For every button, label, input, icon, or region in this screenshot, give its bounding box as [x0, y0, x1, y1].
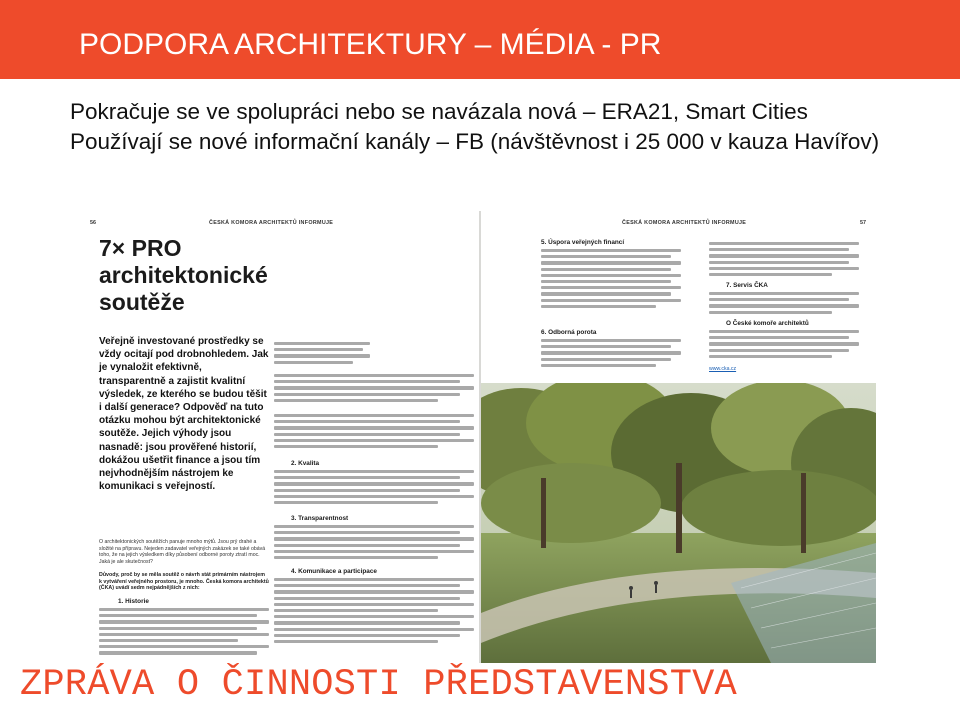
body-text-column	[541, 336, 681, 376]
article-title-line: architektonické	[99, 262, 268, 288]
park-visualization-photo	[481, 383, 876, 663]
body-text-column	[99, 605, 269, 663]
article-title-line: 7× PRO	[99, 235, 182, 261]
article-title-line: soutěže	[99, 289, 185, 315]
running-head: ČESKÁ KOMORA ARCHITEKTŮ INFORMUJE	[622, 220, 747, 226]
body-text-column	[541, 246, 681, 326]
body-text-column	[709, 327, 859, 363]
bullet-list	[70, 97, 879, 157]
section-heading: 2. Kvalita	[291, 460, 320, 467]
park-illustration	[481, 383, 876, 663]
body-text-column	[274, 575, 474, 663]
article-title	[99, 235, 268, 316]
page-number: 57	[860, 220, 866, 226]
body-text-column	[274, 371, 474, 407]
left-page	[86, 211, 480, 663]
section-heading: 4. Komunikace a participace	[291, 568, 377, 575]
page-number: 56	[90, 220, 96, 226]
body-text-column	[709, 239, 859, 283]
intro-paragraph: O architektonických soutěžích panuje mnoho mýtů. Jsou prý drahé a složité na přípravu. Nejeden zadavatel veřejných zakázek se také obává toho, že na jejich výsledkem díky působení odborné poroty ztratí moc. Jaká je ale skutečnost?	[99, 539, 266, 565]
section-heading: 1. Historie	[118, 598, 149, 605]
body-text-column	[274, 467, 474, 513]
section-heading: 3. Transparentnost	[291, 515, 349, 522]
reasons-heading: Důvody, proč by se měla soutěž o návrh stát primárním nástrojem k vytváření veřejného prostoru, je mnoho. Česká komora architektů (ČKA) uvádí sedm nejpádnějších z nich:	[99, 572, 269, 592]
slide-title: PODPORA ARCHITEKTURY – MÉDIA - PR	[79, 28, 662, 61]
section-heading: O České komoře architektů	[726, 320, 809, 327]
body-text-column	[274, 522, 474, 566]
section-heading: 6. Odborná porota	[541, 329, 597, 336]
magazine-spread-image	[86, 211, 876, 663]
section-heading: 7. Servis ČKA	[726, 282, 768, 289]
article-lead: Veřejně investované prostředky se vždy ocitají pod drobnohledem. Jak je vynaložit efektivně, transparentně a zajistit kvalitní výsledek, ze kterého se budou těšit i další generace? Odpověď na tuto otázku mohou být architektonické soutěže. Jejich výhody jsou nasnadě: jsou prověřené historií, dokážou ušetřit finance a jsou tím nejvhodnějším nástrojem ke komunikaci s veřejností.	[99, 336, 269, 493]
footer-title: ZPRÁVA O ČINNOSTI PŘEDSTAVENSTVA	[20, 664, 737, 706]
bullet-item: Používají se nové informační kanály – FB (návštěvnost i 25 000 v kauza Havířov)	[70, 129, 880, 154]
bullet-item: Pokračuje se ve spolupráci nebo se navázala nová – ERA21, Smart Cities	[70, 99, 808, 124]
body-text-column	[274, 339, 370, 369]
body-text-column	[709, 289, 859, 317]
header-bar	[0, 0, 960, 79]
running-head: ČESKÁ KOMORA ARCHITEKTŮ INFORMUJE	[209, 220, 334, 226]
body-text-column	[274, 411, 474, 455]
website-link[interactable]: www.cka.cz	[709, 366, 737, 372]
section-heading: 5. Úspora veřejných financí	[541, 239, 625, 246]
